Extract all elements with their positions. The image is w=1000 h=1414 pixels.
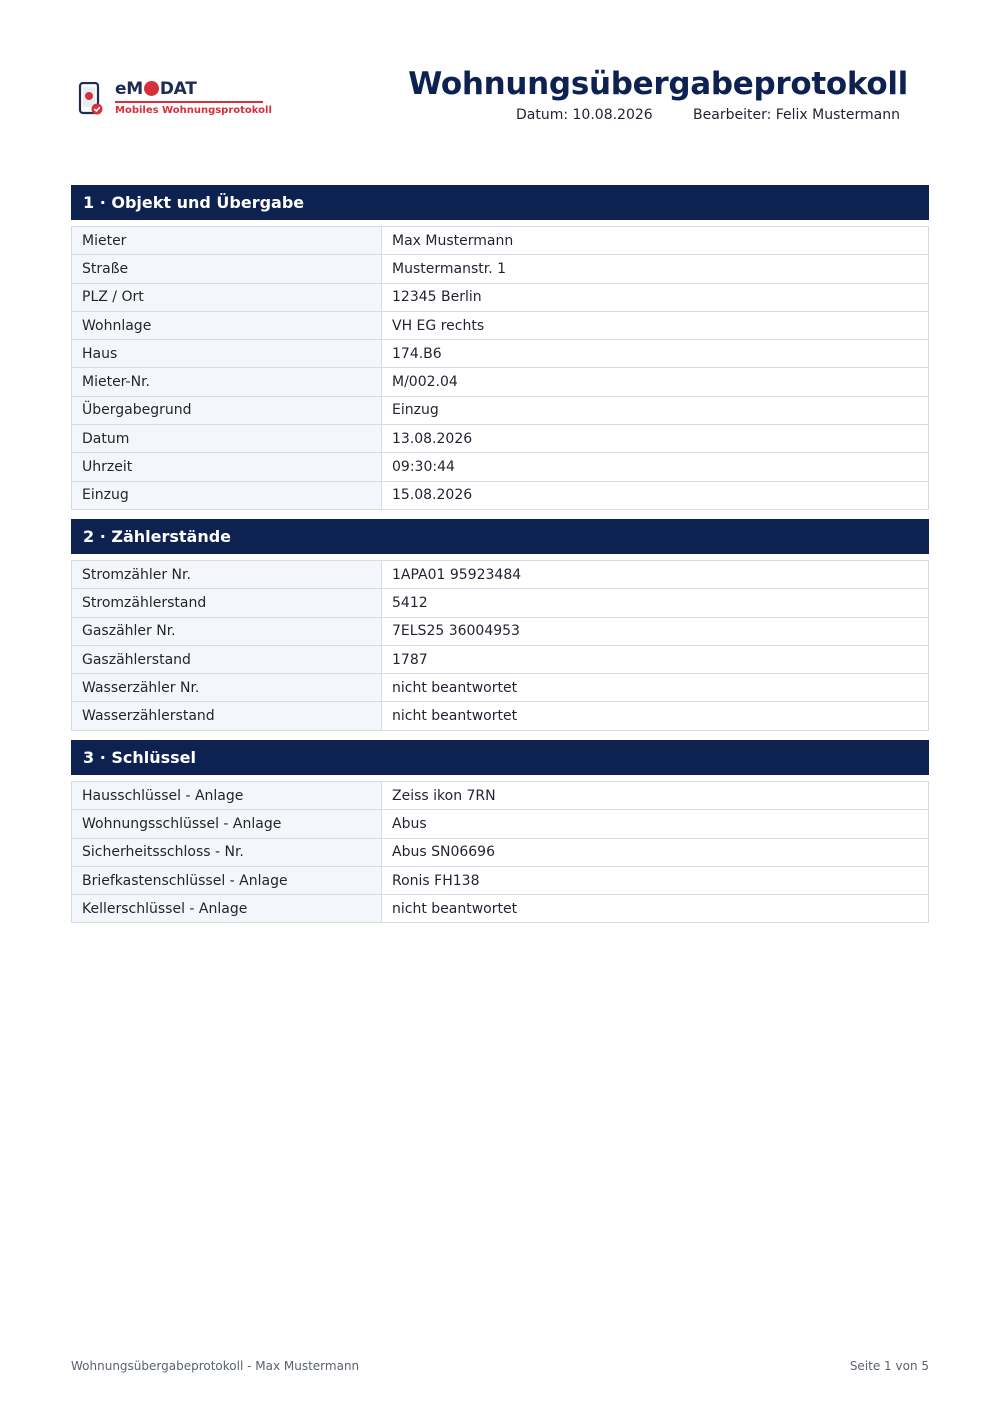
row-value: 09:30:44 [382, 453, 929, 481]
table-row [72, 617, 929, 645]
row-value: Ronis FH138 [382, 866, 929, 894]
brand-name: eM DAT [115, 79, 197, 99]
table-row [72, 396, 929, 424]
row-value: nicht beantwortet [382, 895, 929, 923]
data-table [71, 560, 929, 731]
row-value: 5412 [382, 589, 929, 617]
row-value: nicht beantwortet [382, 702, 929, 730]
table-row [72, 645, 929, 673]
row-value: Abus SN06696 [382, 838, 929, 866]
section-title: 1 · Objekt und Übergabe [71, 185, 929, 220]
row-label: Stromzähler Nr. [72, 561, 382, 589]
document-title: Wohnungsübergabeprotokoll [408, 66, 908, 102]
row-label: Kellerschlüssel - Anlage [72, 895, 382, 923]
table-row [72, 838, 929, 866]
row-label: Einzug [72, 481, 382, 509]
table-row [72, 702, 929, 730]
table-row [72, 425, 929, 453]
section-schluessel [71, 740, 929, 923]
row-value: Einzug [382, 396, 929, 424]
row-label: Wasserzähler Nr. [72, 674, 382, 702]
data-table [71, 226, 929, 510]
table-row [72, 311, 929, 339]
row-value: 1787 [382, 645, 929, 673]
table-row [72, 589, 929, 617]
phone-check-icon [78, 82, 103, 116]
row-value: Abus [382, 810, 929, 838]
row-value: Zeiss ikon 7RN [382, 782, 929, 810]
data-table [71, 781, 929, 923]
row-label: Wasserzählerstand [72, 702, 382, 730]
row-value: 7ELS25 36004953 [382, 617, 929, 645]
row-label: PLZ / Ort [72, 283, 382, 311]
row-value: 12345 Berlin [382, 283, 929, 311]
table-row [72, 561, 929, 589]
row-value: 174.B6 [382, 340, 929, 368]
table-row [72, 481, 929, 509]
document-date: Datum: 10.08.2026 [516, 107, 653, 123]
section-zaehlerstaende [71, 519, 929, 731]
table-row [72, 866, 929, 894]
brand-underline [115, 101, 263, 103]
row-value: VH EG rechts [382, 311, 929, 339]
table-row [72, 283, 929, 311]
brand-subtitle: Mobiles Wohnungsprotokoll [115, 105, 272, 116]
row-value: M/002.04 [382, 368, 929, 396]
brand-o-mark [144, 81, 159, 96]
row-label: Straße [72, 255, 382, 283]
row-label: Wohnungsschlüssel - Anlage [72, 810, 382, 838]
row-label: Haus [72, 340, 382, 368]
row-label: Hausschlüssel - Anlage [72, 782, 382, 810]
footer-page-number: Seite 1 von 5 [849, 1359, 929, 1373]
table-row [72, 453, 929, 481]
row-value: Max Mustermann [382, 227, 929, 255]
row-label: Sicherheitsschloss - Nr. [72, 838, 382, 866]
row-label: Mieter-Nr. [72, 368, 382, 396]
row-label: Übergabegrund [72, 396, 382, 424]
row-label: Gaszähler Nr. [72, 617, 382, 645]
section-title: 3 · Schlüssel [71, 740, 929, 775]
section-objekt-uebergabe [71, 185, 929, 510]
table-row [72, 895, 929, 923]
row-value: nicht beantwortet [382, 674, 929, 702]
table-row [72, 227, 929, 255]
table-row [72, 674, 929, 702]
row-label: Uhrzeit [72, 453, 382, 481]
table-row [72, 255, 929, 283]
row-value: 13.08.2026 [382, 425, 929, 453]
row-label: Datum [72, 425, 382, 453]
row-label: Mieter [72, 227, 382, 255]
table-row [72, 782, 929, 810]
table-row [72, 340, 929, 368]
row-label: Briefkastenschlüssel - Anlage [72, 866, 382, 894]
table-row [72, 368, 929, 396]
row-value: Mustermanstr. 1 [382, 255, 929, 283]
row-label: Gaszählerstand [72, 645, 382, 673]
row-value: 15.08.2026 [382, 481, 929, 509]
row-label: Wohnlage [72, 311, 382, 339]
section-title: 2 · Zählerstände [71, 519, 929, 554]
table-row [72, 810, 929, 838]
document-editor: Bearbeiter: Felix Mustermann [693, 107, 900, 123]
row-value: 1APA01 95923484 [382, 561, 929, 589]
brand-logo [78, 79, 272, 120]
row-label: Stromzählerstand [72, 589, 382, 617]
footer-document-name: Wohnungsübergabeprotokoll - Max Mustermann [71, 1359, 360, 1373]
